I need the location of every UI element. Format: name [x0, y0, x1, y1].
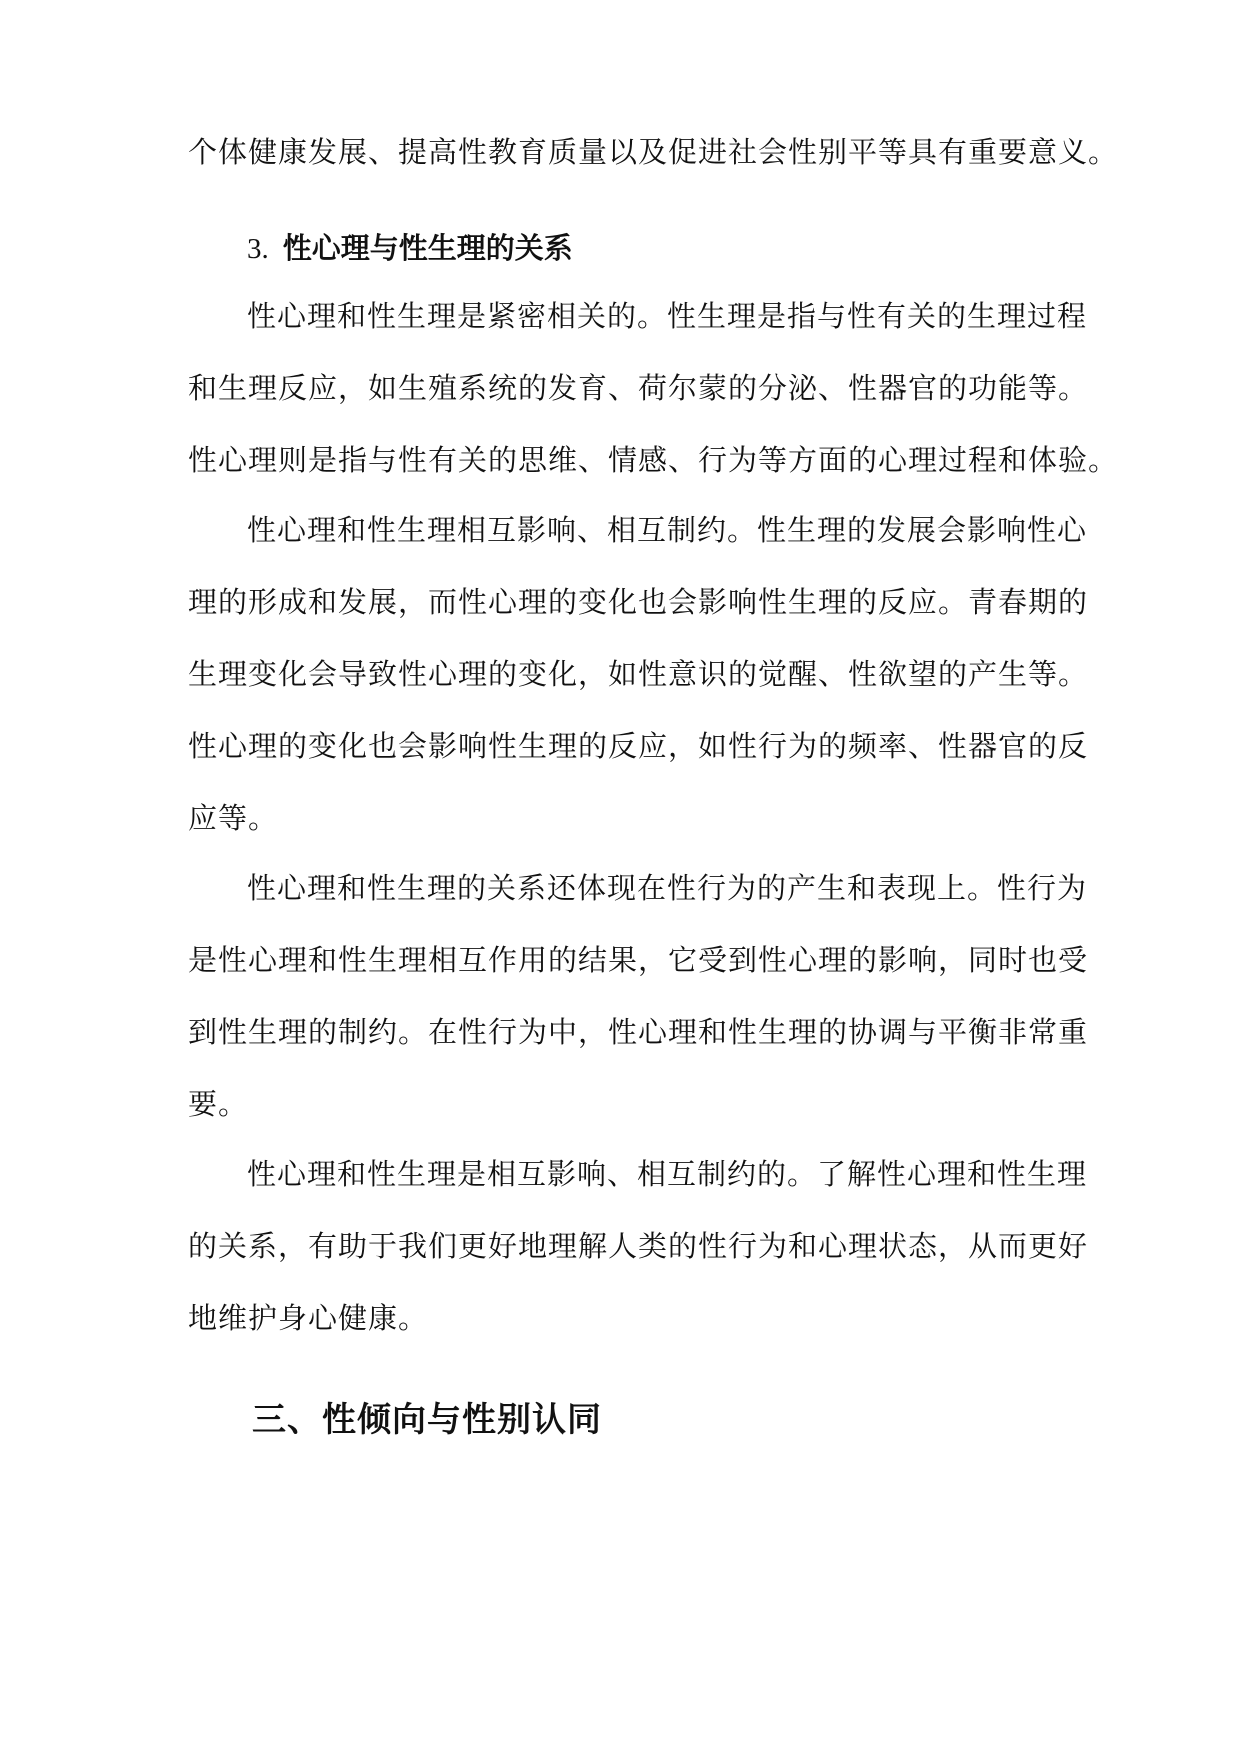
paragraph-line: 性心理和性生理是紧密相关的。性生理是指与性有关的生理过程 [247, 299, 1088, 333]
paragraph-line: 性心理和性生理相互影响、相互制约。性生理的发展会影响性心 [247, 513, 1088, 547]
paragraph-line: 性心理的变化也会影响性生理的反应，如性行为的频率、性器官的反 [188, 729, 1089, 763]
paragraph-line: 性心理和性生理是相互影响、相互制约的。了解性心理和性生理 [247, 1157, 1088, 1191]
subsection-heading [247, 228, 573, 269]
section-heading: 三、性倾向与性别认同 [252, 1400, 602, 1440]
paragraph-line: 性心理和性生理的关系还体现在性行为的产生和表现上。性行为 [247, 871, 1088, 905]
paragraph-line: 生理变化会导致性心理的变化，如性意识的觉醒、性欲望的产生等。 [188, 657, 1089, 691]
subsection-title: 性心理与性生理的关系 [282, 231, 573, 265]
paragraph-line: 是性心理和性生理相互作用的结果，它受到性心理的影响，同时也受 [188, 943, 1089, 977]
paragraph-line: 应等。 [188, 801, 279, 835]
paragraph-line: 要。 [188, 1087, 249, 1121]
paragraph-line: 到性生理的制约。在性行为中，性心理和性生理的协调与平衡非常重 [188, 1015, 1089, 1049]
paragraph-line: 和生理反应，如生殖系统的发育、荷尔蒙的分泌、性器官的功能等。 [188, 371, 1089, 405]
subsection-number: 3. [247, 233, 269, 265]
paragraph-line: 性心理则是指与性有关的思维、情感、行为等方面的心理过程和体验。 [188, 443, 1119, 477]
paragraph-line: 地维护身心健康。 [188, 1301, 429, 1335]
paragraph-line: 的关系，有助于我们更好地理解人类的性行为和心理状态，从而更好 [188, 1229, 1089, 1263]
paragraph-line: 理的形成和发展，而性心理的变化也会影响性生理的反应。青春期的 [188, 585, 1089, 619]
paragraph-line: 个体健康发展、提高性教育质量以及促进社会性别平等具有重要意义。 [188, 135, 1119, 169]
